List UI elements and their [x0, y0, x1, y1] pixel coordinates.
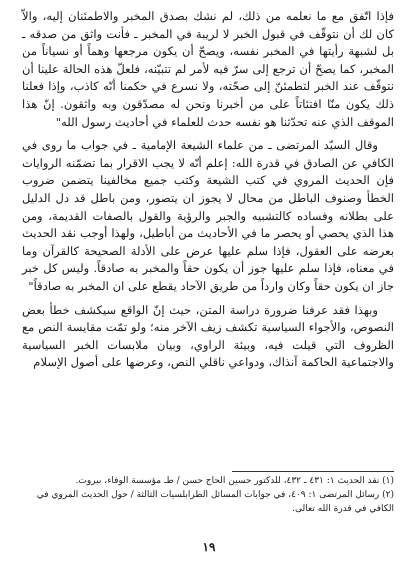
paragraph-3: وبهذا فقد عرفنا ضرورة دراسة المتن، حيث إنّ الواقع سيكشف خطأ بعض النصوص، والأجواء السياسية تكشف زيف الآخر منه؛ ولو تمّت مقايسة النص مع الظروف التي قيلت فيه، وبيئة الراوي، وبيان ملابسات الخبر السياسية والاجتماعية الحاكمة آنذاك، ودواعي ناقلي النص، وعرضها على أصول الإسلام: [22, 302, 394, 370]
page-number: ١٩: [202, 540, 216, 554]
paragraph-1: فإذا اتّفق مع ما نعلمه من ذلك، لم نشك بصدق المخبر والاطمئنان إليه، والاّ كان لك أن نتوقّف في قبول الخبر لا لريبة في المخبر ـ فأنت واثق من صدقه ـ بل لشبهة رأيتها في المخبر نفسه، ويصحّ أن يكون مرجعها وهماً أو نسياناً من المخبر، كما يصحّ أن ترجع إلى سرّ فيه لأمر لم تتبيّنه، فلعلّ هذه الحالة علينا أن نتوقّف عند الخبر لتطمئنّ إلى صحّته، ولا نسرع في حكمنا أنّه كاذب، وإذا فعلنا ذلك يكون منّا افتئاتاً على من أخبرنا ونحن له مصدّقون وبه واثقون. إنّ هذا الموقف الذي عنه تحدّثنا هو نفسه حدث للعلماء في أحاديث رسول الله": [22, 9, 394, 129]
footnote-separator: [232, 471, 394, 472]
paragraph-2: وقال السيّد المرتضى ـ من علماء الشيعة الإمامية ـ في جواب ما روى في الكافي عن الصادق في قدرة الله: إعلم أنّه لا يجب الاقرار بما تضمّنه الروايات فإن الحديث المروي في كتب الشيعة وكتب جميع مخالفينا يتضمن ضروب الخطأ وصنوف الباطل من محال لا يجوز ان يتصور، ومن باطل قد دل الدليل على بطلانه وفساده كالتشبيه والجبر والرؤية والقول بالصفات القديمة، ومن هذا الذي يحصي أو يحصر ما في الأحاديث من أباطيل، ولهذا أوجب نقد الحديث بعرضه على العقول، فإذا سلم عليها عرض على الأدلة الصحيحة كالقرآن وما في معناه، فإذا سلم عليها جوز أن يكون حقاً والمخبر به صادقاً. وليس كل خبر جاز ان يكون حقاً وكان وارداً من طريق الآحاد يقطع على ان المخبر به صادقاً": [22, 138, 394, 293]
main-text: [22, 8, 394, 372]
footnote-1: (١) نقد الحديث ١: ٤٣١ ـ ٤٣٢، للدكتور حسين الحاج حسن / طـ مؤسسة الوفاء، بيروت.: [75, 476, 394, 486]
footnote-2: (٢) رسائل المرتضى ١: ٤٠٩، في جوابات المسائل الطرابلسيات الثالثة / حول الحديث المروي في الكافي في قدرة الله تعالى.: [36, 490, 394, 514]
footnotes: [22, 474, 394, 516]
